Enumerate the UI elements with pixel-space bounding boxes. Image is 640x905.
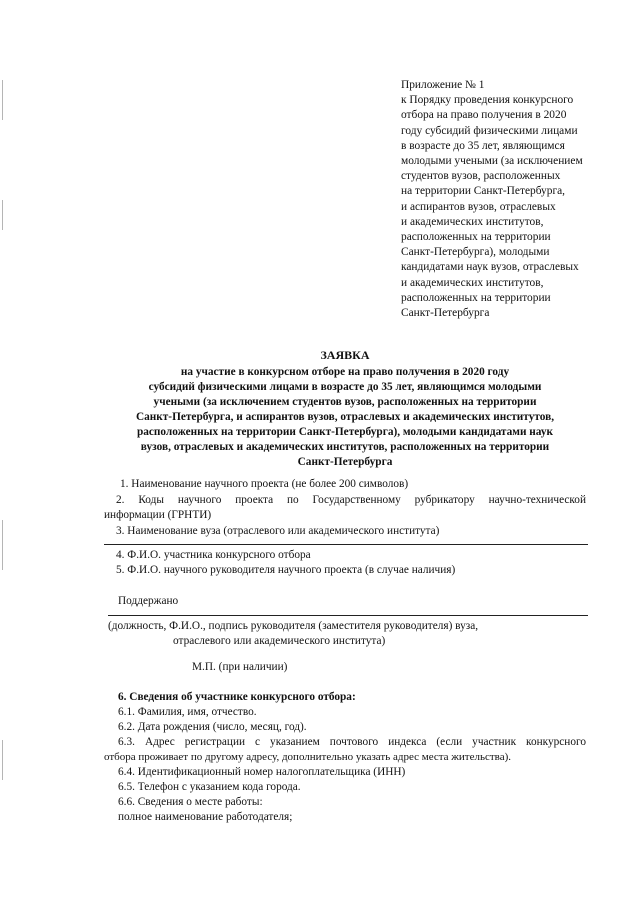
- appendix-block: [401, 78, 616, 321]
- signature-caption: (должность, Ф.И.О., подпись руководителя (заместителя руководителя) вуза,: [108, 620, 479, 632]
- signature-caption-cont: отраслевого или академического института): [173, 635, 386, 647]
- appendix-line: в возрасте до 35 лет, являющимся: [401, 139, 565, 152]
- appendix-line: отбора на право получения в 2020: [401, 109, 567, 122]
- title-line: на участие в конкурсном отборе на право получения в 2020 году: [180, 366, 510, 378]
- section-6-3: 6.3. Адрес регистрации с указанием почтового индекса (если участник конкурсного: [118, 736, 586, 748]
- section-6-heading: 6. Сведения об участнике конкурсного отбора:: [118, 691, 356, 703]
- item-participant-name: 4. Ф.И.О. участника конкурсного отбора: [116, 549, 311, 561]
- appendix-line: Приложение № 1: [401, 79, 485, 91]
- appendix-line: и академических институтов,: [401, 276, 544, 289]
- scan-edge-mark: [2, 520, 3, 570]
- section-6-3-cont: отбора проживает по другому адресу, дополнительно указать адрес места жительства).: [104, 751, 512, 763]
- fill-in-line: [104, 544, 588, 545]
- section-6-6: 6.6. Сведения о месте работы:: [118, 796, 263, 808]
- scan-edge-mark: [2, 200, 3, 230]
- scan-edge-mark: [2, 80, 3, 120]
- document-title: ЗАЯВКА: [320, 348, 370, 362]
- title-line: расположенных на территории Санкт-Петербурга), молодыми кандидатами наук: [136, 426, 554, 438]
- section-6-6-sub: полное наименование работодателя;: [118, 811, 293, 823]
- stamp-note: М.П. (при наличии): [192, 661, 288, 673]
- section-6-2: 6.2. Дата рождения (число, месяц, год).: [118, 721, 307, 733]
- appendix-line: молодыми учеными (за исключением: [401, 155, 583, 168]
- appendix-line: кандидатами наук вузов, отраслевых: [401, 261, 579, 274]
- item-project-name: 1. Наименование научного проекта (не более 200 символов): [120, 478, 409, 490]
- item-grnti-codes-cont: информации (ГРНТИ): [104, 509, 212, 521]
- appendix-line: году субсидий физическими лицами: [401, 124, 578, 137]
- section-6-5: 6.5. Телефон с указанием кода города.: [118, 781, 301, 793]
- appendix-line: Санкт-Петербурга: [401, 307, 490, 320]
- title-line: учеными (за исключением студентов вузов, расположенных на территории: [153, 396, 537, 408]
- title-line: вузов, отраслевых и академических институтов, расположенных на территории: [140, 441, 550, 453]
- title-line: Санкт-Петербурга: [297, 456, 393, 468]
- appendix-line: к Порядку проведения конкурсного: [401, 94, 574, 107]
- item-university-name: 3. Наименование вуза (отраслевого или академического института): [116, 525, 440, 537]
- appendix-line: и аспирантов вузов, отраслевых: [401, 200, 556, 213]
- application-title-block: [80, 348, 610, 470]
- item-supervisor-name: 5. Ф.И.О. научного руководителя научного проекта (в случае наличия): [116, 564, 456, 576]
- section-6-1: 6.1. Фамилия, имя, отчество.: [118, 706, 257, 718]
- appendix-line: расположенных на территории: [401, 291, 551, 304]
- title-line: Санкт-Петербурга, и аспирантов вузов, отраслевых и академических институтов,: [135, 411, 555, 423]
- appendix-line: Санкт-Петербурга), молодыми: [401, 246, 550, 259]
- item-grnti-codes: 2. Коды научного проекта по Государственному рубрикатору научно-технической: [116, 494, 586, 506]
- section-6-4: 6.4. Идентификационный номер налогоплательщика (ИНН): [118, 766, 406, 778]
- appendix-line: на территории Санкт-Петербурга,: [401, 185, 566, 198]
- signature-line: [108, 615, 588, 616]
- appendix-line: и академических институтов,: [401, 215, 544, 228]
- title-line: субсидий физическими лицами в возрасте до 35 лет, являющимся молодыми: [148, 381, 542, 393]
- supported-label: Поддержано: [118, 595, 179, 607]
- scan-edge-mark: [2, 740, 3, 780]
- appendix-line: расположенных на территории: [401, 231, 551, 244]
- appendix-line: студентов вузов, расположенных: [401, 170, 561, 183]
